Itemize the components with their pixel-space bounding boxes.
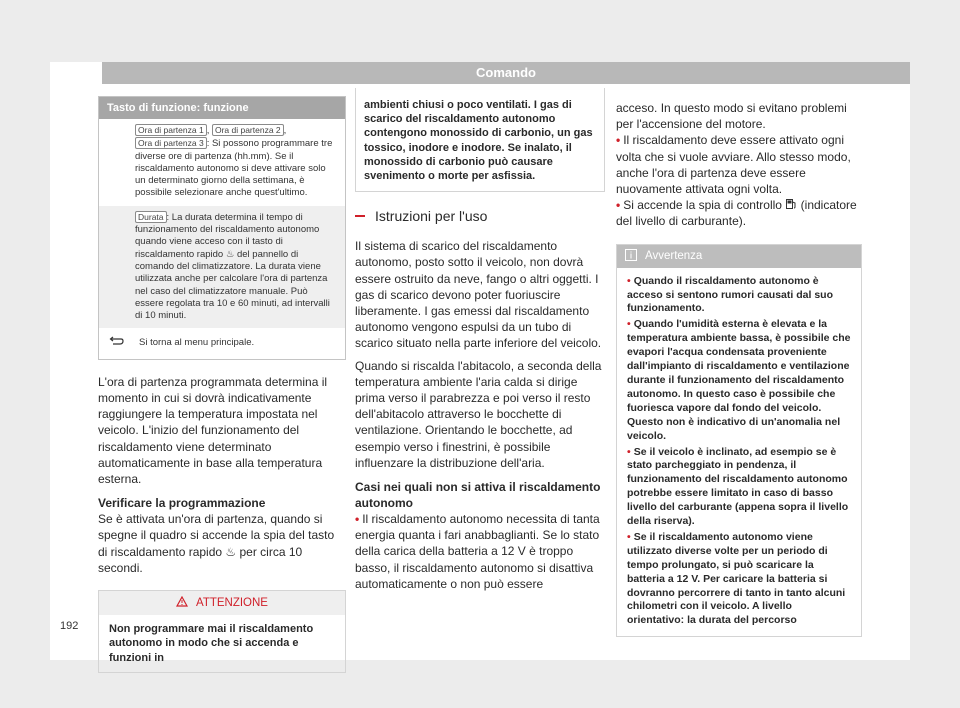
attention-text: Non programmare mai il riscaldamento autonomo in modo che si accenda e funzioni in <box>109 622 314 664</box>
subheading: Verificare la programmazione <box>98 496 266 511</box>
attention-header <box>99 591 345 615</box>
function-table <box>98 96 346 360</box>
attention-continuation: ambienti chiusi o poco ventilati. I gas di scarico del riscaldamento autonomo contengono monossido di carbonio, un gas tossico, inodore e inodore. Se inalato, il monossido di carbonio può causare svenimento o morte per asfissia. <box>355 88 605 192</box>
section-title: Istruzioni per l'uso <box>375 208 488 225</box>
note-item: • Quando l'umidità esterna è elevata e la temperatura ambiente bassa, è possibile che evapori l'acqua condensata proveniente dall'impianto di riscaldamento e ventilazione durante il funzionamento del riscaldamento autonomo. In questo caso è possibile che fuoriesca vapore dal fondo del veicolo. Questo non è indicativo di un'anomalia nel veicolo. <box>627 318 851 442</box>
paragraph: L'ora di partenza programmata determina il momento in cui si dovrà indicativamente raggiungere la temperatura impostata nel veicolo. L'inizio del funzionamento del riscaldamento viene determinato automaticamente in base alla temperatura esterna. <box>98 374 328 486</box>
bullet-item: • Si accende la spia di controllo (indicatore del livello di carburante). <box>616 198 857 229</box>
paragraph: Se è attivata un'ora di partenza, quando si spegne il quadro si accende la spia del tasto di riscaldamento rapido ♨ per circa 10 secondi. <box>98 512 335 575</box>
manual-page <box>50 62 910 664</box>
subheading: Casi nei quali non si attiva il riscaldamento autonomo <box>355 480 601 511</box>
back-arrow-icon <box>109 336 127 350</box>
bullet-item: • Il riscaldamento deve essere attivato ogni volta che si vuole avviare. Allo stesso modo, anche l'ora di partenza deve essere nuovamente attivata ogni volta. <box>616 133 851 197</box>
table-title: Tasto di funzione: funzione <box>99 97 345 119</box>
note-item: • Se il riscaldamento autonomo viene utilizzato diverse volte per un periodo di tempo prolungato, si può scaricare la batteria a 12 V. Per caricare la batteria si dovranno percorrere di tanto in tanto alcuni chilometri con il veicolo. A livello orientativo: la durata del percorso <box>627 530 846 627</box>
section-heading <box>355 208 605 224</box>
paragraph: Quando si riscalda l'abitacolo, a seconda della temperatura ambiente l'aria calda si dirige prima verso il parabrezza e poi verso il resto dell'abitacolo attraverso le bocchette di ventilazione. Orientando le bocchette, ad esempio verso i finestrini, è possibile influenzare la distribuzione dell'aria. <box>355 358 602 470</box>
note-text <box>617 268 861 637</box>
key-duration: Durata <box>135 211 167 223</box>
warning-triangle-icon <box>176 596 188 610</box>
table-row <box>99 328 345 358</box>
attention-title: ATTENZIONE <box>196 596 268 609</box>
column-right <box>616 100 862 637</box>
page-number: 192 <box>60 620 79 632</box>
column-left <box>98 96 346 673</box>
paragraph: Il sistema di scarico del riscaldamento autonomo, posto sotto il veicolo, non dovrà essere ostruito da neve, fango o altri oggetti. I gas di scarico devono poter fuoriuscire liberamente. I gas emessi dal riscaldamento autonomo vengono espulsi da un tubo di scarico situato nella parte inferiore del veicolo. <box>355 239 602 351</box>
table-row: Ora di partenza 1 , Ora di partenza 2 , Ora di partenza 3 : Si possono programmare tre diverse ore di partenza (hh.mm). Se il riscaldamento autonomo si deve attivare solo un determinato giorno della settimana, è possibile selezionare anche quest'ultimo. <box>135 125 333 199</box>
info-icon <box>625 249 637 264</box>
note-item: • Quando il riscaldamento autonomo è acceso si sentono rumori causati dal suo funzionamento. <box>627 274 833 315</box>
note-box <box>616 244 862 638</box>
key-departure-1: Ora di partenza 1 <box>135 124 207 136</box>
page-header: Comando <box>102 62 910 84</box>
row-text: Si torna al menu principale. <box>139 337 255 349</box>
bullet-item: • Il riscaldamento autonomo necessita di tanta energia quanta i fari anabbaglianti. Se lo stato della carica della batteria a 12 V è troppo basso, il riscaldamento autonomo si disattiva automaticamente o non può essere <box>355 512 600 591</box>
column-middle <box>355 88 605 592</box>
table-row <box>99 206 345 329</box>
paragraph: acceso. In questo modo si evitano problemi per l'accensione del motore. <box>616 101 847 132</box>
note-title: Avvertenza <box>645 250 703 263</box>
note-header <box>617 245 861 268</box>
key-departure-3: Ora di partenza 3 <box>135 137 207 149</box>
fuel-lamp-icon <box>785 198 797 212</box>
key-departure-2: Ora di partenza 2 <box>212 124 284 136</box>
row-text: : La durata determina il tempo di funzionamento del riscaldamento autonomo quando viene acceso con il tasto di riscaldamento rapido ♨ del pannello di comando del climatizzatore. La durata viene utilizzata anche per calcolare l'ora di partenza nel caso del climatizzatore manuale. Può essere regolata tra 10 e 60 minuti, ad intervalli di 10 minuti. <box>135 211 330 322</box>
attention-box <box>98 590 346 674</box>
note-item: • Se il veicolo è inclinato, ad esempio se è stato parcheggiato in pendenza, il funzionamento del riscaldamento autonomo potrebbe essere limitato in caso di basso livello del carburante (appena sopra il livello della riserva). <box>627 445 849 528</box>
row-text: Si possono programmare tre diverse ore di partenza (hh.mm). Se il riscaldamento autonomo si deve attivare solo un determinato giorno della settimana, è possibile selezionare anche quest'ultimo. <box>135 138 333 199</box>
